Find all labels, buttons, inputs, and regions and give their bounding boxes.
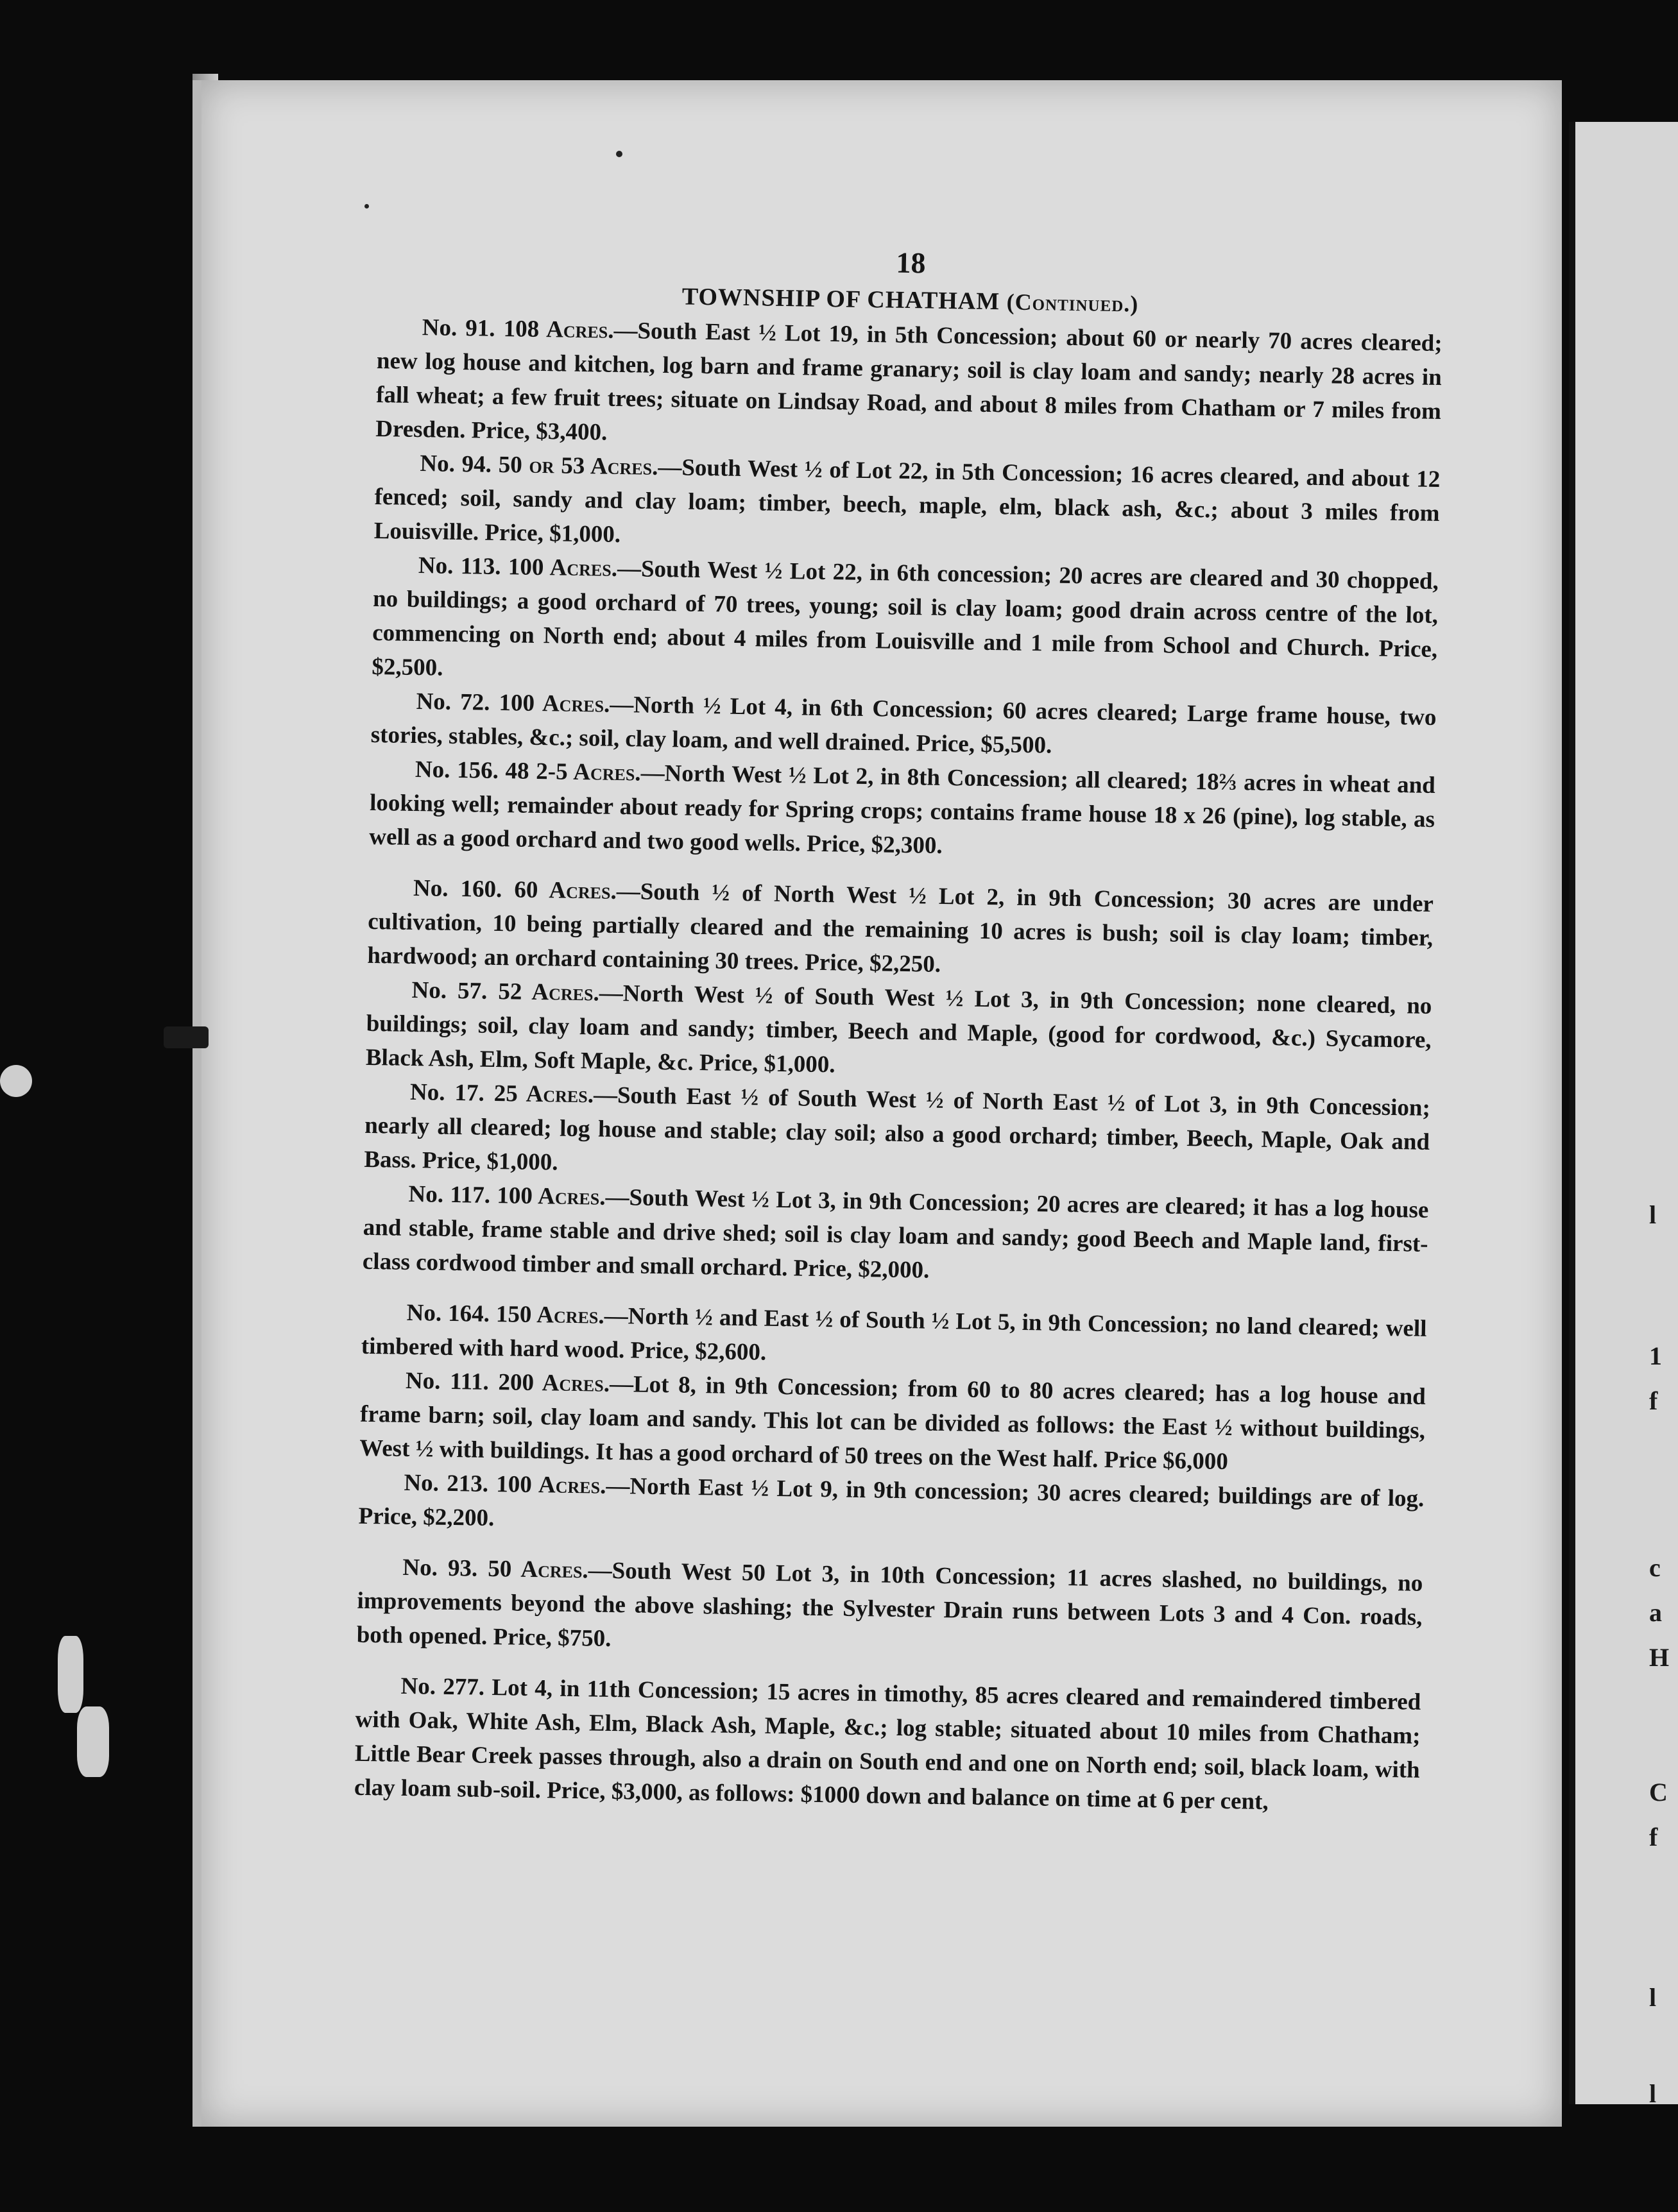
- listing-acres: 50 Acres.: [488, 1555, 589, 1584]
- listing-acres: 100 Acres.: [499, 690, 610, 718]
- listing-entry: [373, 446, 1440, 565]
- listing-entry: [354, 1669, 1421, 1821]
- listing-acres: 60 Acres.: [514, 876, 617, 905]
- listing-acres: 108 Acres.: [503, 316, 614, 344]
- listing-number: No. 156.: [415, 756, 499, 785]
- listing-description: Lot 4, in 11th Concession; 15 acres in timothy, 85 acres cleared and remaindered timbered with Oak, White Ash, Elm, Black Ash, Maple, &c.; log stable; situated about 10 miles from Chatham; Little Bear Creek passes through, also a drain on South end and one on North end; soil, black loam, with clay loam sub-soil. Price, $3,000, as follows: $1000 down and balance on time at 6 per cent,: [354, 1674, 1421, 1816]
- heading-title: TOWNSHIP OF CHATHAM: [681, 283, 1000, 316]
- listing-description: —South West ½ Lot 3, in 9th Concession; 20 acres are cleared; it has a log house and stable, frame stable and drive shed; soil is clay loam and sandy; good Beech and Maple land, first-class cordwood timber and small orchard. Price, $2,000.: [362, 1184, 1429, 1284]
- listing-description: —South West ½ Lot 22, in 6th concession; 20 acres are cleared and 30 chopped, no buildings; a good orchard of 70 trees, young; soil is clay loam; good drain across centre of the lot, commencing on North end; about 4 miles from Louisville and 1 mile from School and Church. Price, $2,500.: [372, 555, 1439, 681]
- listing-description: —North East ½ Lot 9, in 9th concession; 30 acres cleared; buildings are of log. Price, $2,200.: [358, 1472, 1425, 1532]
- listing-acres: 48 2-5 Acres.: [505, 758, 641, 787]
- ink-dot: [616, 151, 622, 157]
- listing-acres: 100 Acres.: [496, 1471, 606, 1499]
- listing-acres: 50 or 53 Acres.: [498, 451, 658, 481]
- listing-entry: [367, 871, 1434, 989]
- listing-description: —South East ½ Lot 19, in 5th Concession; about 60 or nearly 70 acres cleared; new log house and kitchen, log barn and frame granary; soil is clay loam and sandy; nearly 28 acres in fall wheat; a few fruit trees; situate on Lindsay Road, and about 8 miles from Chatham or 7 miles from Dresden. Price, $3,400.: [375, 317, 1443, 446]
- listing-acres: 100 Acres.: [497, 1182, 606, 1211]
- adjacent-page-fragment: l 1 f c a H C f l l: [1569, 122, 1678, 2104]
- page-number: 18: [896, 246, 926, 280]
- listing-acres: 25 Acres.: [493, 1080, 594, 1109]
- listing-number: No. 57.: [411, 976, 488, 1005]
- listing-number: No. 17.: [409, 1078, 485, 1107]
- scan-speck: [58, 1636, 83, 1713]
- listing-entry: [356, 1550, 1423, 1669]
- listing-entry: [364, 1075, 1430, 1193]
- listing-description: —South East ½ of South West ½ of North East ½ of Lot 3, in 9th Concession; nearly all cleared; log house and stable; clay soil; also a good orchard; timber, Beech, Maple, Oak and Bass. Price, $1,000.: [364, 1082, 1431, 1176]
- listing-number: No. 113.: [418, 552, 501, 581]
- listing-entry: [359, 1363, 1426, 1482]
- listing-number: No. 94.: [420, 450, 492, 478]
- listing-description: —South West ½ of Lot 22, in 5th Concession; 16 acres cleared, and about 12 fenced; soil, sandy and clay loam; timber, beech, maple, elm, black ash, &c.; about 3 miles from Louisville. Price, $1,000.: [373, 454, 1441, 548]
- listing-description: —South West 50 Lot 3, in 10th Concession; 11 acres slashed, no buildings, no improvements beyond the above slashing; the Sylvester Drain runs between Lots 3 and 4 Con. roads, both opened. Price, $750.: [356, 1557, 1423, 1652]
- listing-acres: 150 Acres.: [495, 1301, 605, 1329]
- listing-description: —North ½ and East ½ of South ½ Lot 5, in 9th Concession; no land cleared; well timbered with hard wood. Price, $2,600.: [361, 1302, 1427, 1366]
- listing-description: —North West ½ of South West ½ Lot 3, in 9th Concession; none cleared, no buildings; soil, clay loam and sandy; timber, Beech and Maple, (good for cordwood, &c.) Sycamore, Black Ash, Elm, Soft Maple, &c. Price, $1,000.: [365, 980, 1432, 1078]
- listing-entries: [354, 310, 1443, 1821]
- listing-number: No. 93.: [402, 1554, 478, 1582]
- listing-entry: [375, 310, 1443, 463]
- listing-entry: [369, 752, 1435, 871]
- listing-entry: [372, 548, 1439, 701]
- listing-acres: 200 Acres.: [498, 1369, 610, 1397]
- listing-entry: [366, 973, 1432, 1091]
- listing-number: No. 160.: [413, 874, 502, 903]
- listing-description: —North West ½ Lot 2, in 8th Concession; all cleared; 18⅔ acres in wheat and looking well; remainder about ready for Spring crops; contains frame house 18 x 26 (pine), log stable, as well as a good orchard and two good wells. Price, $2,300.: [368, 760, 1436, 859]
- listing-number: No. 277.: [400, 1672, 485, 1701]
- ink-dot: [364, 204, 369, 208]
- listing-description: —North ½ Lot 4, in 6th Concession; 60 acres cleared; Large frame house, two stories, stables, &c.; soil, clay loam, and well drained. Price, $5,500.: [370, 691, 1437, 759]
- page-content: [354, 237, 1444, 1821]
- listing-number: No. 91.: [422, 314, 495, 342]
- binding-thread: [164, 1026, 209, 1048]
- listing-number: No. 164.: [406, 1299, 490, 1327]
- listing-entry: [363, 1177, 1429, 1295]
- scan-speck: [77, 1706, 109, 1777]
- listing-number: No. 117.: [408, 1180, 491, 1209]
- heading-continued: (Continued.): [1006, 289, 1139, 317]
- listing-number: No. 72.: [416, 688, 490, 716]
- listing-acres: 100 Acres.: [508, 554, 618, 582]
- scan-speck: [0, 1065, 32, 1097]
- listing-description: —Lot 8, in 9th Concession; from 60 to 80 acres cleared; has a log house and frame barn; soil, clay loam and sandy. This lot can be divided as follows: the East ½ without buildings, West ½ with buildings. It has a good orchard of 50 trees on the West half. Price $6,000: [359, 1370, 1426, 1476]
- listing-description: —South ½ of North West ½ Lot 2, in 9th Concession; 30 acres are under cultivation, 10 being partially cleared and the remaining 10 acres is bush; soil is clay loam; timber, hardwood; an orchard containing 30 trees. Price, $2,250.: [367, 878, 1434, 978]
- listing-number: No. 213.: [404, 1469, 489, 1497]
- listing-acres: 52 Acres.: [498, 978, 600, 1007]
- listing-number: No. 111.: [405, 1367, 490, 1395]
